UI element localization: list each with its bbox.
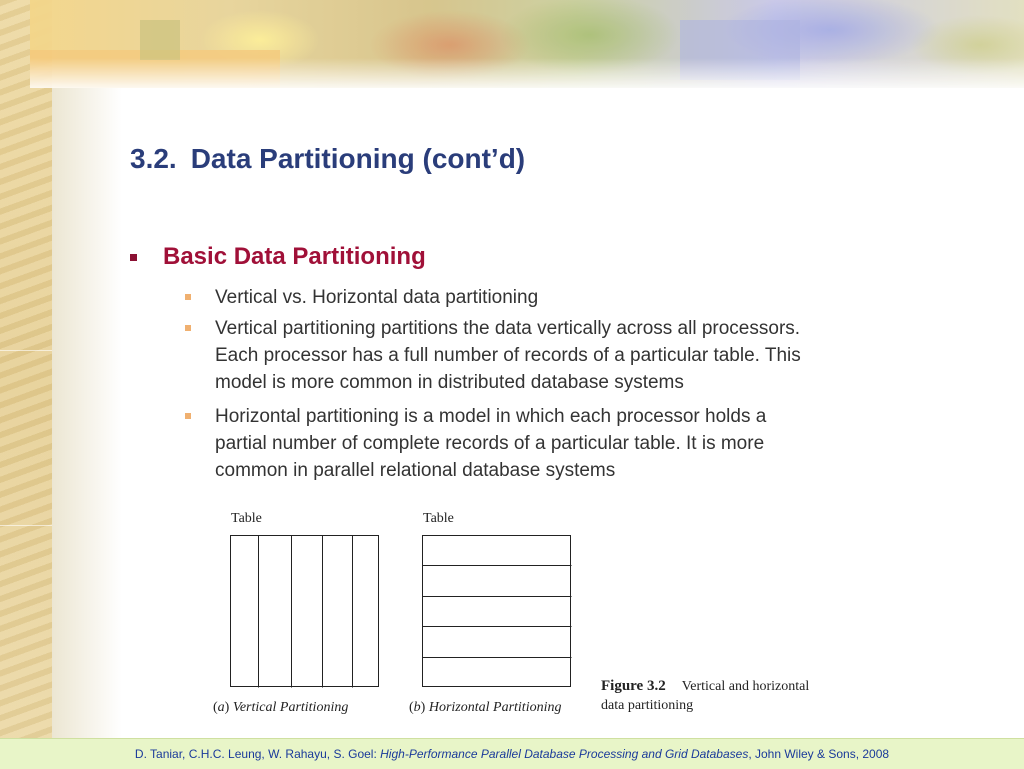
strip-divider (0, 350, 52, 351)
slide-title (130, 143, 525, 175)
horizontal-partition-table (422, 535, 572, 688)
sub-bullet-text: Vertical vs. Horizontal data partitioning (215, 287, 539, 308)
table-outline (231, 536, 379, 687)
bullet-square-icon (130, 254, 137, 261)
caption-vertical: (a) Vertical Partitioning (213, 700, 349, 715)
table-outline (423, 536, 571, 687)
caption-letter: a (217, 700, 225, 715)
sub-bullet (185, 284, 945, 311)
figure-title-line1: Vertical and horizontal (681, 679, 810, 694)
top-decor-banner (30, 0, 1024, 88)
vertical-partition-table (230, 535, 380, 688)
title-number: 3.2. (130, 143, 177, 174)
footer-book-title: High-Performance Parallel Database Processing and Grid Databases (380, 747, 749, 761)
footer-authors: D. Taniar, C.H.C. Leung, W. Rahayu, S. Goel: (134, 747, 381, 761)
figure-caption (601, 678, 809, 714)
banner-block (140, 20, 180, 60)
bullet-square-icon (185, 294, 191, 300)
sub-bullet-text: Vertical partitioning partitions the data vertically across all processors. Each processor has a full number of records of a particular table. This model is more common in distributed database systems (215, 318, 801, 393)
footer-publisher: , John Wiley & Sons, 2008 (748, 747, 890, 761)
figure-title-line2: data partitioning (601, 698, 694, 713)
caption-text: Vertical Partitioning (232, 700, 349, 715)
left-decor-strip (0, 0, 52, 768)
caption-letter: b (413, 700, 421, 715)
figure-number: Figure 3.2 (601, 678, 666, 694)
main-bullet (130, 243, 426, 271)
footer-citation (0, 738, 1024, 769)
strip-divider (0, 525, 52, 526)
main-bullet-label: Basic Data Partitioning (163, 243, 426, 270)
bullet-square-icon (185, 325, 191, 331)
caption-horizontal: (b) Horizontal Partitioning (409, 700, 562, 715)
sub-bullet (185, 403, 945, 484)
table-label-vertical: Table (231, 511, 262, 526)
table-label-horizontal: Table (423, 511, 454, 526)
caption-text: Horizontal Partitioning (428, 700, 562, 715)
bullet-square-icon (185, 413, 191, 419)
sub-bullet-text: Horizontal partitioning is a model in which each processor holds a partial number of complete records of a particular table. It is more common in parallel relational database systems (215, 406, 767, 481)
sub-bullet (185, 315, 945, 396)
banner-fade (30, 58, 1024, 88)
title-text: Data Partitioning (cont’d) (190, 143, 526, 174)
